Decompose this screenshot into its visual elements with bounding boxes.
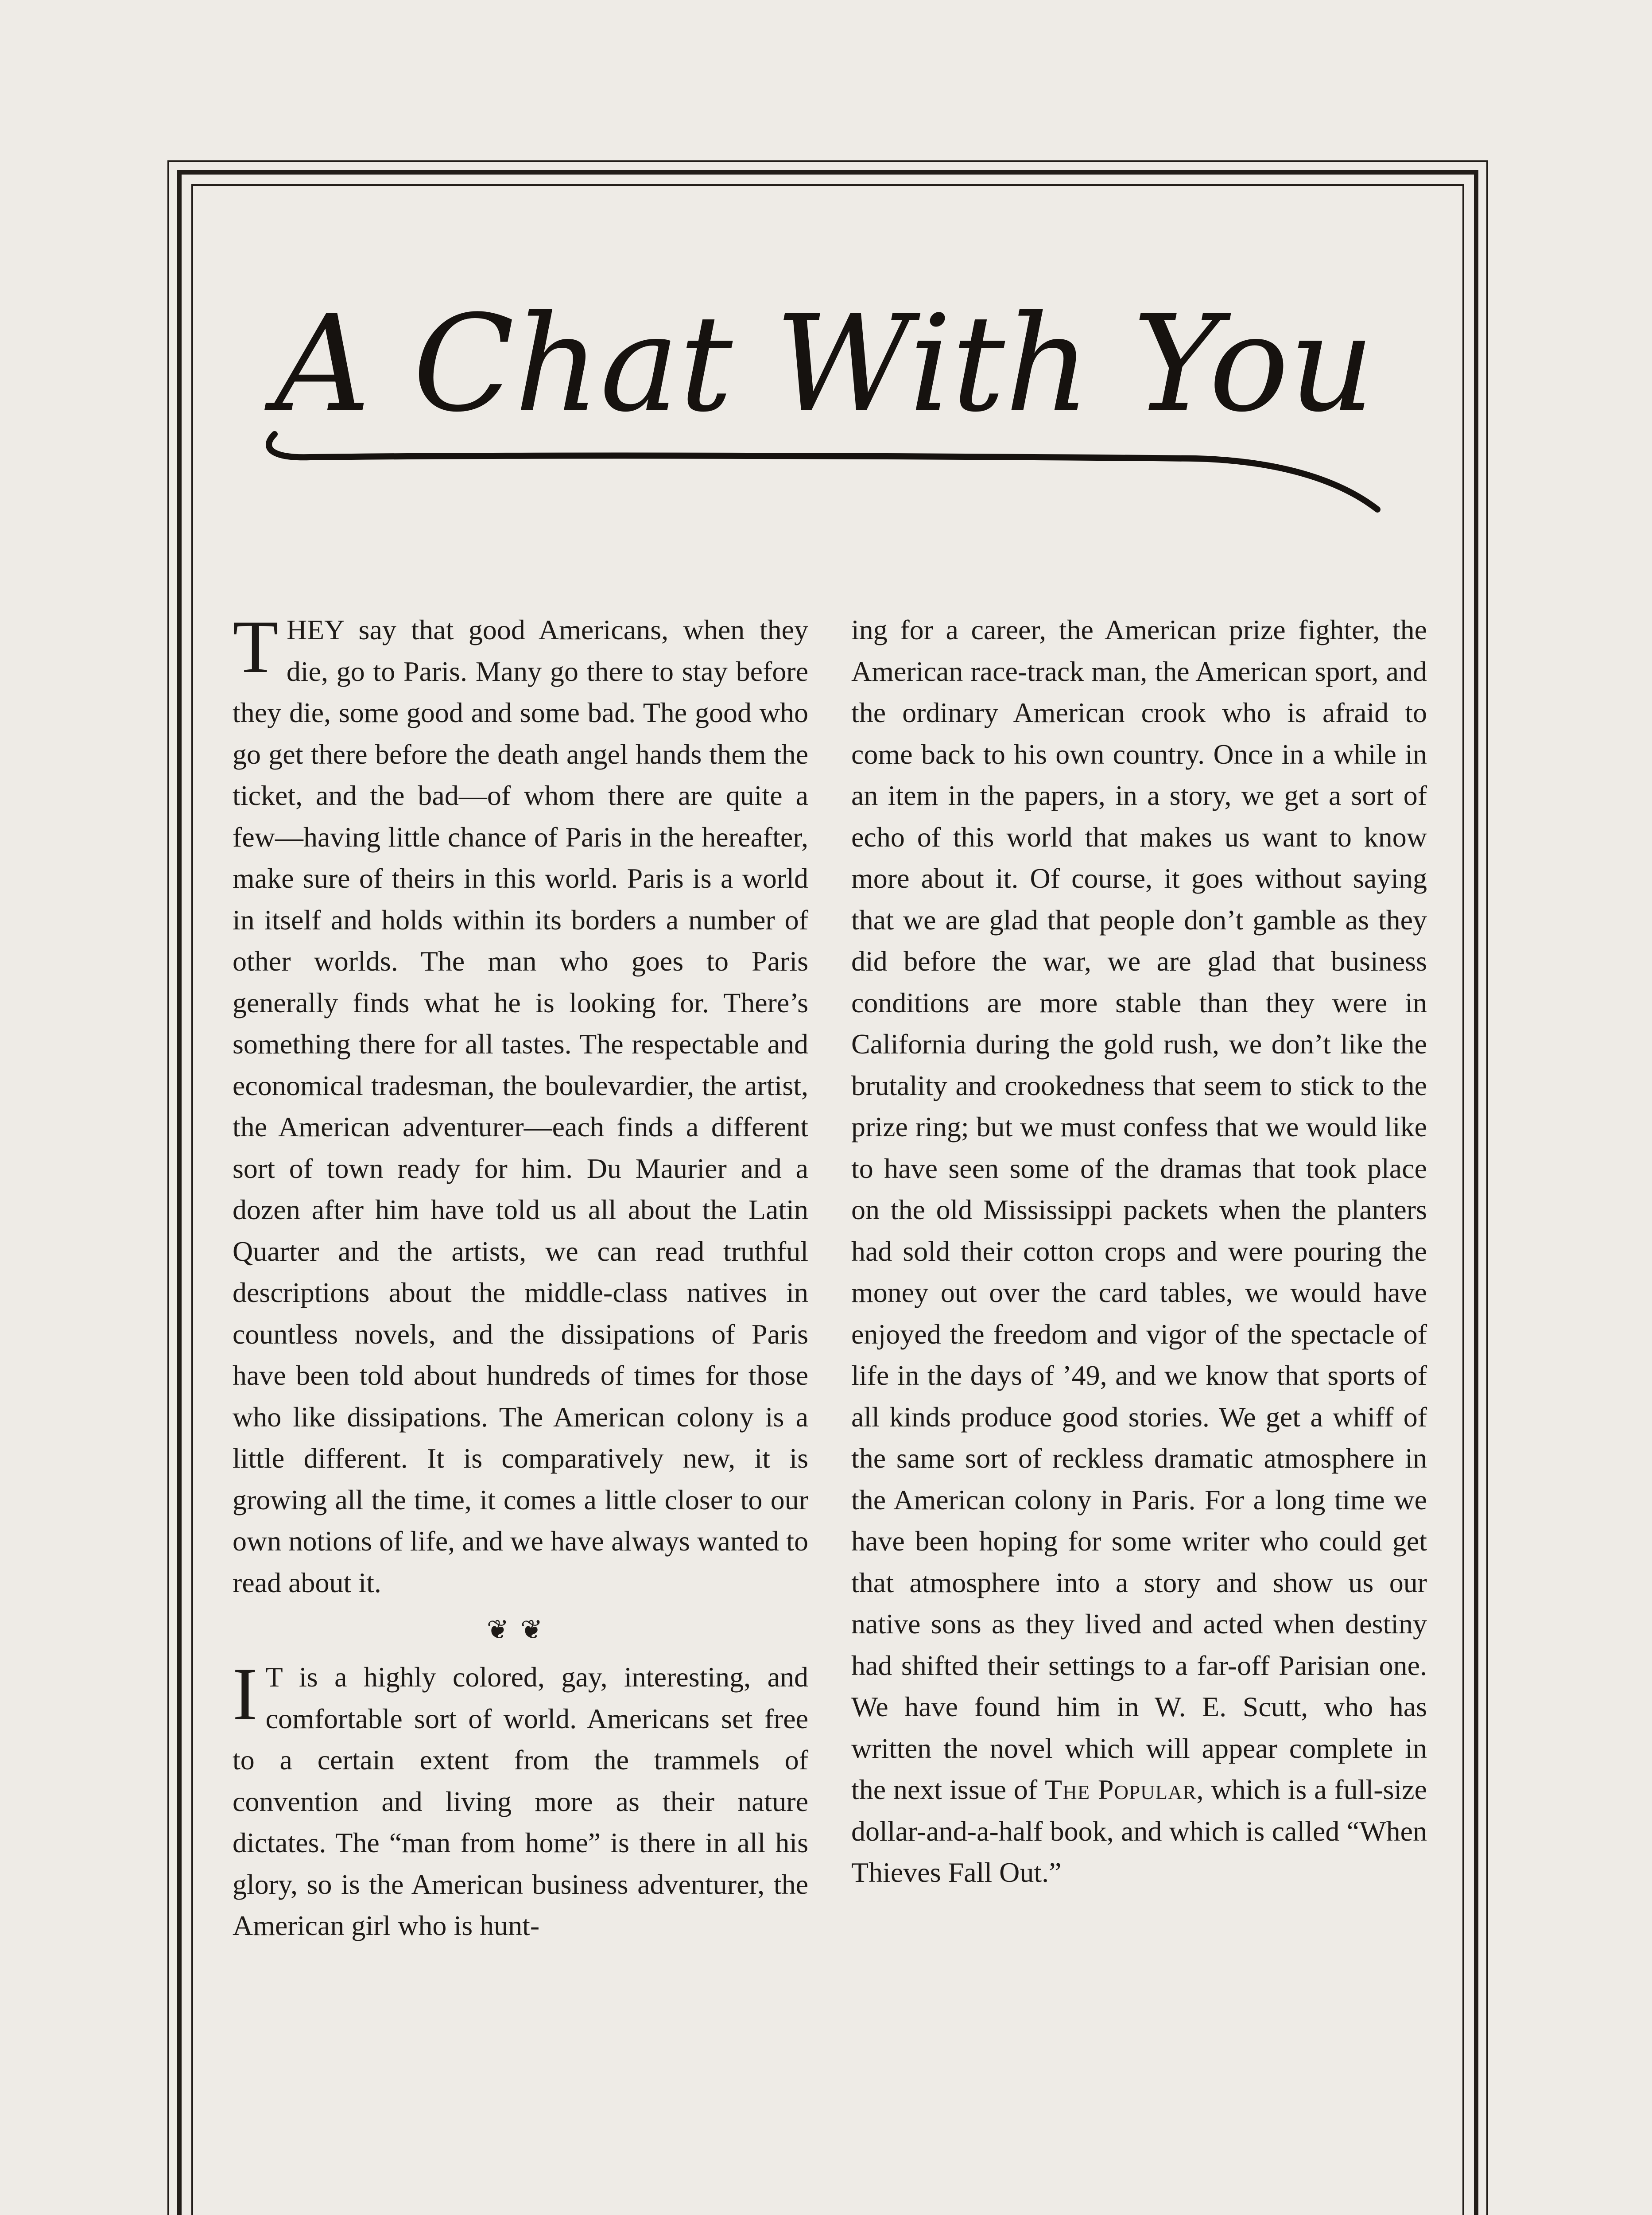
drop-cap: T [233,605,279,688]
title-underline-flourish [269,434,1377,509]
article-column-right [851,609,1427,1893]
paragraph-continued-end: , which is a full-size dollar-and-a-half book, and which is called “When Thieves Fall Out.” [851,1774,1427,1888]
section-ornament: ❦❦ [486,1615,555,1644]
title-block [257,301,1391,532]
page-title: A Chat With You [275,301,1375,441]
paragraph-2 [233,1652,808,1947]
drop-cap: I [233,1652,258,1736]
title-script [257,301,1391,532]
paragraph-1-text: HEY say that good Americans, when they die, go to Paris. Many go there to stay before they die, some good and some bad. The good who go get there before the death angel hands them the ticket, and the bad—of whom there are quite a few—having little chance of Paris in the hereafter, make sure of theirs in this world. Paris is a world in itself and holds within its borders a number of other worlds. The man who goes to Paris generally finds what he is looking for. There’s something there for all tastes. The respectable and economical tradesman, the boulevardier, the artist, the American adventurer—each finds a different sort of town ready for him. Du Maurier and a dozen after him have told us all about the Latin Quarter and the artists, we can read truthful descriptions about the middle-class natives in countless novels, and the dissipations of Paris have been told about hundreds of times for those who like dissipations. The American colony is a little different. It is comparatively new, it is growing all the time, it comes a little closer to our own notions of life, and we have always wanted to read about it. [233,614,808,1598]
magazine-name: The Popular [1045,1774,1197,1805]
paragraph-1 [233,605,808,1603]
paragraph-2-text: T is a highly colored, gay, interesting, and comfortable sort of world. Americans set free to a certain extent from the trammels of convention and living more as their nature dictates. The “man from home” is there in all his glory, so is the American business adventurer, the American girl who is hunt- [233,1661,808,1941]
article-column-left [233,605,808,1947]
paragraph-continued [851,609,1427,1893]
paragraph-continued-text: ing for a career, the American prize fighter, the American race-track man, the American sport, and the ordinary American crook who is afraid to come back to his own country. Once in a while in an item in the papers, in a story, we get a sort of echo of this world that makes us want to know more about it. Of course, it goes without saying that we are glad that people don’t gamble as they did before the war, we are glad that business conditions are more stable than they were in California during the gold rush, we don’t like the brutality and crookedness that seem to stick to the prize ring; but we must confess that we would like to have seen some of the dramas that took place on the old Mississippi packets when the planters had sold their cotton crops and were pouring the money out over the card tables, we would have enjoyed the freedom and vigor of the spectacle of life in the days of ’49, and we know that sports of all kinds produce good stories. We get a whiff of the same sort of reckless dramatic atmosphere in the American colony in Paris. For a long time we have been hoping for some writer who could get that atmosphere into a story and show us our native sons as they lived and acted when destiny had shifted their settings to a far-off Parisian one. We have found him in W. E. Scutt, who has written the novel which will appear complete in the next issue of [851,614,1427,1805]
